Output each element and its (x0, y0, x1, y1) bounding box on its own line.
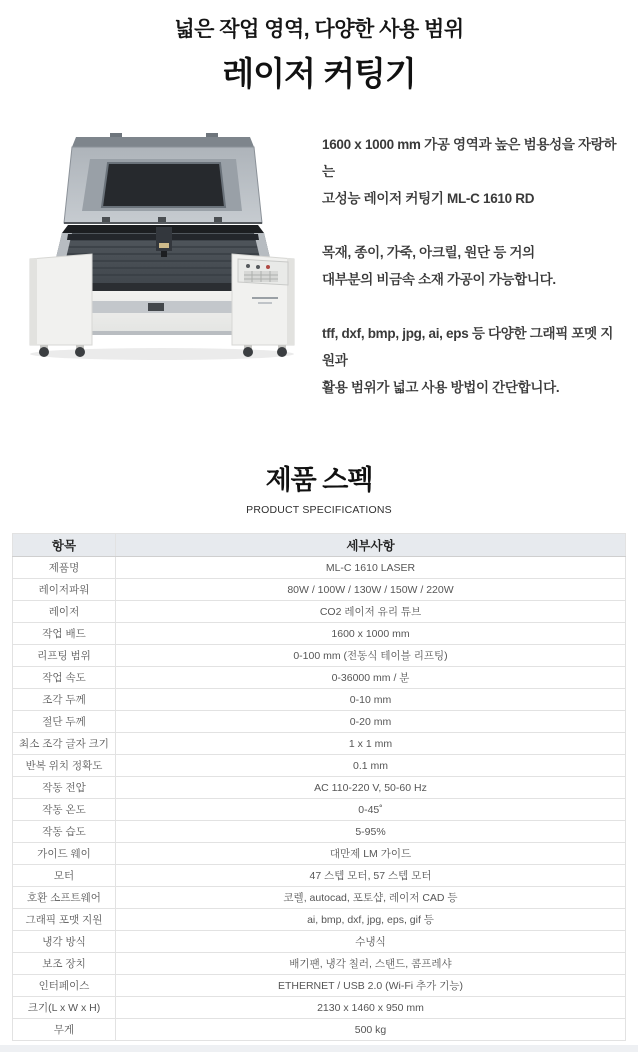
table-row (13, 865, 626, 887)
spec-label: 호환 소프트웨어 (13, 887, 116, 909)
intro-section (0, 109, 638, 428)
spec-label: 반복 위치 정확도 (13, 755, 116, 777)
spec-value: 0-36000 mm / 분 (116, 667, 626, 689)
intro-line: 고성능 레이저 커팅기 ML-C 1610 RD (322, 191, 535, 206)
brand-mark (258, 302, 272, 304)
table-row (13, 579, 626, 601)
intro-description (312, 109, 628, 428)
specs-section (0, 458, 638, 1041)
table-row (13, 799, 626, 821)
table-row (13, 689, 626, 711)
spec-label: 작동 전압 (13, 777, 116, 799)
table-row (13, 909, 626, 931)
table-row (13, 601, 626, 623)
table-row (13, 931, 626, 953)
spec-label: 작동 습도 (13, 821, 116, 843)
intro-paragraph (322, 131, 622, 212)
spec-label: 레이저 (13, 601, 116, 623)
lid-window (102, 163, 225, 207)
table-row (13, 997, 626, 1019)
spec-value: 80W / 100W / 130W / 150W / 220W (116, 579, 626, 601)
spec-value: ML-C 1610 LASER (116, 557, 626, 579)
column-header-detail: 세부사항 (116, 534, 626, 557)
spec-value: 500 kg (116, 1019, 626, 1041)
spec-label: 작동 온도 (13, 799, 116, 821)
intro-line: tff, dxf, bmp, jpg, ai, eps 등 다양한 그래픽 포멧 지원과 (322, 326, 614, 368)
hero-subtitle: 넓은 작업 영역, 다양한 사용 범위 (174, 18, 464, 41)
spec-label: 최소 조각 글자 크기 (13, 733, 116, 755)
table-row (13, 667, 626, 689)
spec-label: 크기(L x W x H) (13, 997, 116, 1019)
specs-subtitle: PRODUCT SPECIFICATIONS (246, 504, 392, 516)
left-tower (30, 254, 92, 345)
table-header-row (13, 534, 626, 557)
spec-value: ai, bmp, dxf, jpg, eps, gif 등 (116, 909, 626, 931)
intro-line: 1600 x 1000 mm 가공 영역과 높은 범용성을 자랑하는 (322, 137, 617, 179)
table-row (13, 953, 626, 975)
spec-label: 보조 장치 (13, 953, 116, 975)
laser-cutter-photo (10, 109, 312, 361)
spec-value: 5-95% (116, 821, 626, 843)
table-row (13, 557, 626, 579)
spec-value: 대만제 LM 가이드 (116, 843, 626, 865)
machine-shadow (30, 348, 294, 360)
control-button (266, 265, 270, 269)
intro-paragraph (322, 320, 622, 401)
spec-value: 배기팬, 냉각 칠러, 스탠드, 콤프레샤 (116, 953, 626, 975)
table-row (13, 843, 626, 865)
spec-label: 절단 두께 (13, 711, 116, 733)
spec-value: 수냉식 (116, 931, 626, 953)
spec-value: ETHERNET / USB 2.0 (Wi-Fi 추가 기능) (116, 975, 626, 997)
table-row (13, 711, 626, 733)
spec-label: 그래픽 포맷 지원 (13, 909, 116, 931)
spec-label: 무게 (13, 1019, 116, 1041)
intro-line: 활용 범위가 넓고 사용 방법이 간단합니다. (322, 380, 560, 395)
table-row (13, 777, 626, 799)
page-bottom-strip (0, 1045, 638, 1052)
spec-label: 작업 속도 (13, 667, 116, 689)
spec-value: AC 110-220 V, 50-60 Hz (116, 777, 626, 799)
control-button (256, 265, 260, 269)
laser-nozzle (161, 251, 167, 257)
page-title: 레이저 커팅기 (222, 55, 416, 92)
spec-label: 가이드 웨이 (13, 843, 116, 865)
brand-mark (252, 297, 278, 299)
table-row (13, 733, 626, 755)
intro-line: 목재, 종이, 가죽, 아크릴, 원단 등 거의 (322, 245, 535, 260)
spec-table-container (12, 533, 626, 1041)
spec-value: 1600 x 1000 mm (116, 623, 626, 645)
spec-value: 0.1 mm (116, 755, 626, 777)
spec-value: CO2 레이저 유리 튜브 (116, 601, 626, 623)
control-button (246, 264, 250, 268)
laser-cutter-illustration (10, 109, 312, 361)
laser-head-label (159, 243, 169, 248)
hero-section (0, 0, 638, 95)
column-header-item: 항목 (13, 534, 116, 557)
spec-value: 0-10 mm (116, 689, 626, 711)
intro-line: 대부분의 비금속 소재 가공이 가능합니다. (322, 272, 556, 287)
spec-value: 1 x 1 mm (116, 733, 626, 755)
spec-label: 리프팅 범위 (13, 645, 116, 667)
table-row (13, 645, 626, 667)
lid-top-cap (72, 137, 254, 147)
spec-value: 0-45˚ (116, 799, 626, 821)
table-row (13, 755, 626, 777)
spec-value: 0-20 mm (116, 711, 626, 733)
spec-label: 작업 배드 (13, 623, 116, 645)
table-row (13, 821, 626, 843)
table-row (13, 1019, 626, 1041)
spec-label: 조각 두께 (13, 689, 116, 711)
spec-value: 코렐, autocad, 포토샵, 레이저 CAD 등 (116, 887, 626, 909)
front-handle-slot (148, 303, 164, 311)
spec-label: 제품명 (13, 557, 116, 579)
spec-value: 47 스텝 모터, 57 스텝 모터 (116, 865, 626, 887)
spec-label: 모터 (13, 865, 116, 887)
spec-label: 냉각 방식 (13, 931, 116, 953)
specs-title: 제품 스펙 (265, 465, 373, 495)
spec-label: 인터페이스 (13, 975, 116, 997)
table-row (13, 975, 626, 997)
table-row (13, 623, 626, 645)
spec-value: 2130 x 1460 x 950 mm (116, 997, 626, 1019)
spec-value: 0-100 mm (전동식 테이블 리프팅) (116, 645, 626, 667)
table-row (13, 887, 626, 909)
spec-table (12, 533, 626, 1041)
spec-label: 레이저파워 (13, 579, 116, 601)
intro-paragraph (322, 239, 622, 293)
